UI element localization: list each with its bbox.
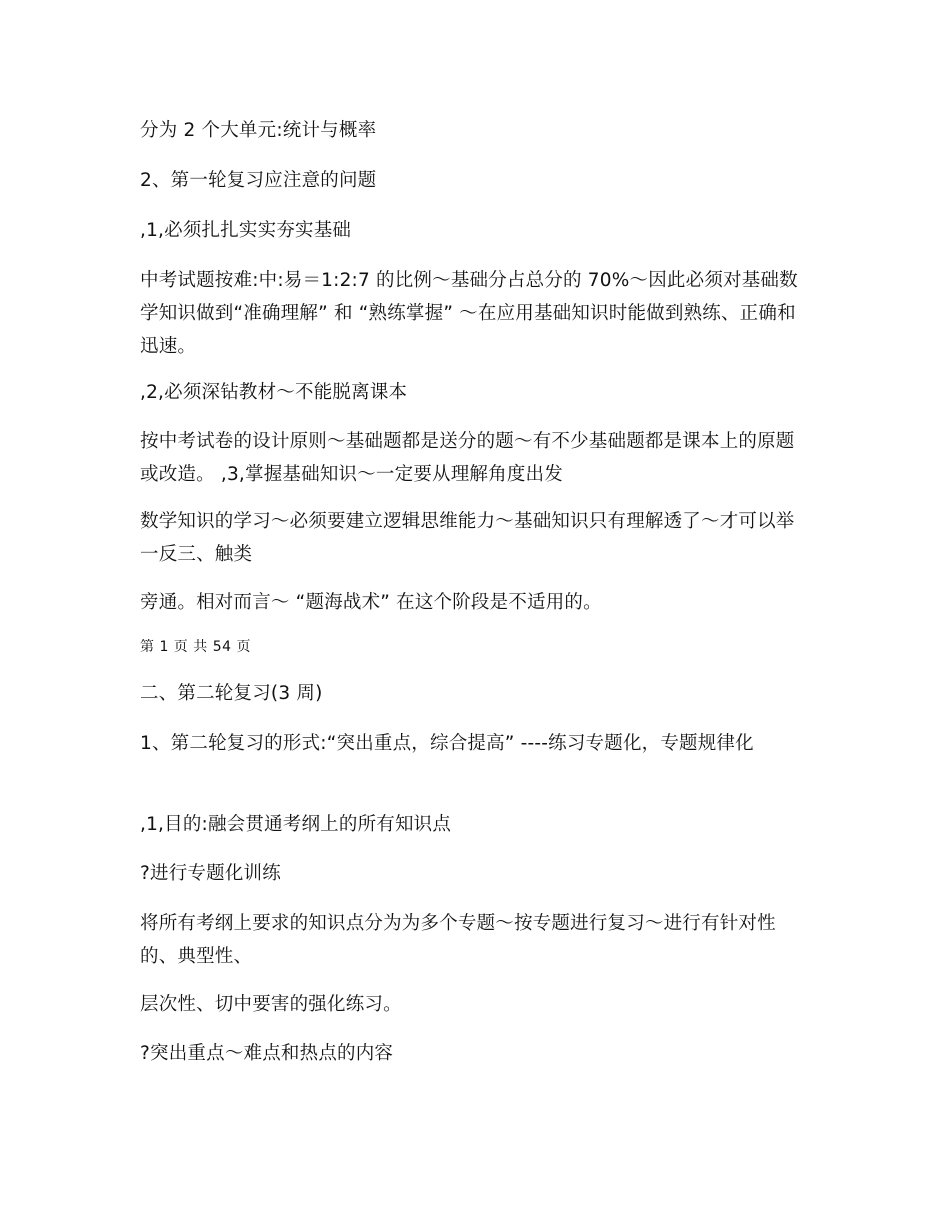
section-heading: 2、第一轮复习应注意的问题 xyxy=(140,170,377,191)
list-item: ?进行专题化训练 xyxy=(140,863,281,884)
subsection-heading: ,1,目的:融会贯通考纲上的所有知识点 xyxy=(140,814,452,835)
list-item: ?突出重点～难点和热点的内容 xyxy=(140,1043,394,1064)
paragraph: 分为 2 个大单元:统计与概率 xyxy=(140,120,377,141)
paragraph: 将所有考纲上要求的知识点分为为多个专题～按专题进行复习～进行有针对性的、典型性、 xyxy=(140,913,776,967)
paragraph: 1、第二轮复习的形式:“突出重点，综合提高” ----练习专题化，专题规律化 xyxy=(140,733,754,754)
subsection-heading: ,2,必须深钻教材～不能脱离课本 xyxy=(140,382,408,403)
paragraph: 按中考试卷的设计原则～基础题都是送分的题～有不少基础题都是课本上的原题或改造。 ,3,掌握基础知识～一定要从理解角度出发 xyxy=(140,431,795,485)
subsection-heading: ,1,必须扎扎实实夯实基础 xyxy=(140,220,352,241)
paragraph: 中考试题按难:中:易＝1:2:7 的比例～基础分占总分的 70%～因此必须对基础数学知识做到“准确理解” 和 “熟练掌握” ～在应用基础知识时能做到熟练、正确和迅速。 xyxy=(140,270,798,357)
paragraph: 数学知识的学习～必须要建立逻辑思维能力～基础知识只有理解透了～才可以举一反三、触类 xyxy=(140,511,795,565)
section-heading: 二、第二轮复习(3 周) xyxy=(140,683,323,704)
paragraph: 旁通。相对而言～ “题海战术” 在这个阶段是不适用的。 xyxy=(140,592,602,613)
paragraph: 层次性、切中要害的强化练习。 xyxy=(140,994,402,1015)
page-footer: 第 1 页 共 54 页 xyxy=(140,639,251,655)
